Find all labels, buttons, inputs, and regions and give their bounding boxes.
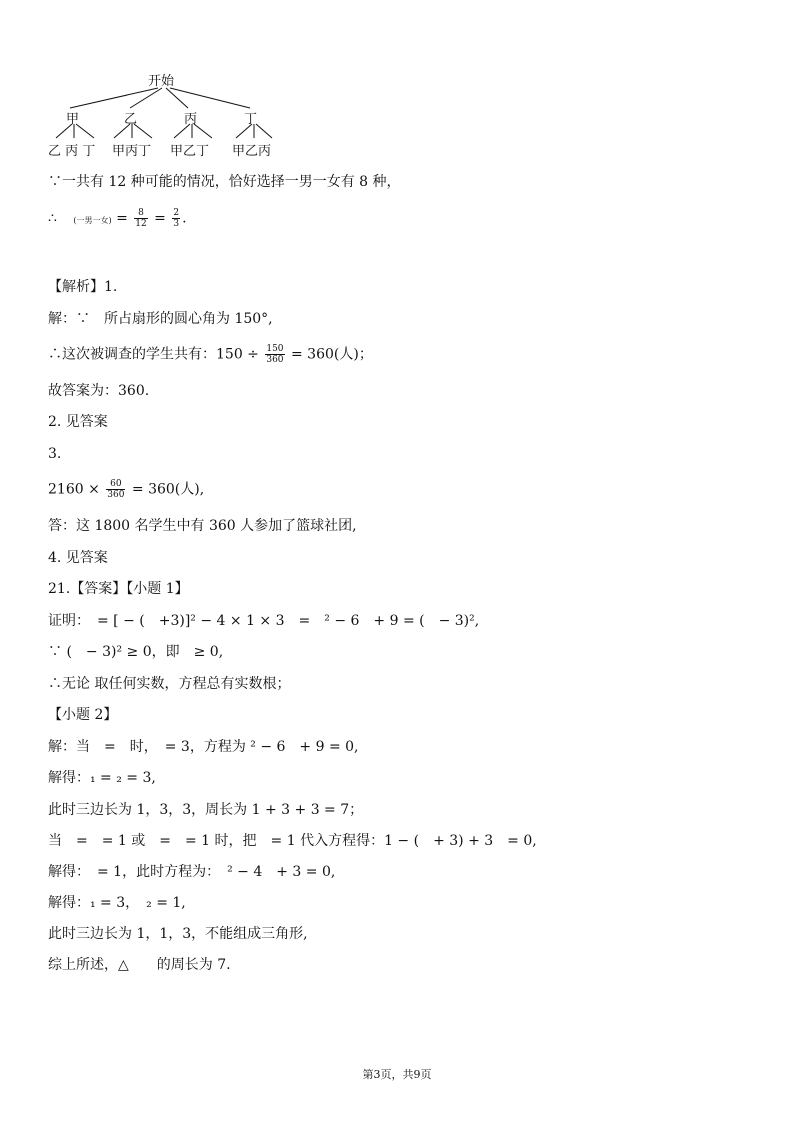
fraction-numerator: 150 [266,344,284,354]
text-line: 故答案为：360. [48,383,150,399]
tree-node-2: 乙 [124,112,138,127]
fraction-numerator: 8 [134,208,147,219]
fraction-denominator: 3 [173,219,180,229]
fraction [134,208,147,229]
text-line: 4. 见答案 [48,550,108,566]
text-line: 2. 见答案 [48,414,108,430]
tree-node-4: 丁 [244,112,258,127]
text-line: 证明： = [ − ( +3)]² − 4 × 1 × 3 = ² − 6 + 9 = ( − 3)², [48,613,480,629]
text-line: 解得：₁ = ₂ = 3, [48,770,156,786]
probability-line [48,208,187,230]
fraction-denominator: 12 [135,219,147,229]
text-line: 3. [48,446,62,462]
equals-sign: = [154,210,166,227]
fraction [172,208,180,229]
text-line: 答：这 1800 名学生中有 360 人参加了篮球社团, [48,518,357,534]
expression-suffix: = 360(人)； [291,346,373,363]
fraction [106,479,125,500]
text-line: 解：当 = 时， = 3，方程为 ² − 6 + 9 = 0, [48,739,359,755]
section-heading: 【小题 2】 [48,707,118,723]
text-line: 解得：₁ = 3， ₂ = 1, [48,895,186,911]
therefore-symbol: ∴ [48,210,57,227]
fraction-denominator: 360 [107,490,125,500]
text-line: 解得： = 1，此时方程为： ² − 4 + 3 = 0, [48,864,336,880]
page-footer: 第3页，共9页 [362,1068,432,1081]
tree-leaves-3: 甲乙丁 [170,144,210,159]
tree-leaves-4: 甲乙丙 [232,144,272,159]
text-line: ∴无论 取任何实数，方程总有实数根； [48,676,291,692]
text-line: ∵一共有 12 种可能的情况，恰好选择一男一女有 8 种， [48,174,401,190]
period: . [182,210,187,227]
fraction [265,344,284,365]
tree-leaves-1: 乙 丙 丁 [48,144,96,159]
fraction-numerator: 2 [173,208,180,218]
expression-prefix: 2160 × [48,481,100,498]
tree-node-3: 丙 [184,112,198,127]
equals-sign: = [116,210,128,227]
fraction-numerator: 60 [106,479,125,490]
tree-leaves-2: 甲丙丁 [112,144,152,159]
text-line: 解：∵ 所占扇形的圆心角为 150°, [48,311,273,327]
expression-prefix: ∴这次被调查的学生共有：150 ÷ [48,346,259,363]
text-line: ∵ ( − 3)² ≥ 0，即 ≥ 0, [48,644,224,660]
text-line: 综上所述，△ 的周长为 7. [48,957,231,973]
text-line: 此时三边长为 1，1，3，不能组成三角形, [48,926,308,942]
fraction-denominator: 360 [266,355,284,365]
expression-suffix: = 360(人), [131,481,205,498]
tree-node-1: 甲 [66,112,80,127]
event-label: (一男一女) [73,215,112,225]
section-heading: 21.【答案】【小题 1】 [48,581,189,597]
computation-line [48,344,373,365]
text-line: 此时三边长为 1，3，3，周长为 1 + 3 + 3 = 7； [48,802,364,818]
tree-root: 开始 [148,74,175,89]
computation-line [48,479,204,500]
text-line: 当 = = 1 或 = = 1 时，把 = 1 代入方程得：1 − ( + 3) + 3 = 0, [48,833,537,849]
section-heading: 【解析】1. [48,279,118,295]
